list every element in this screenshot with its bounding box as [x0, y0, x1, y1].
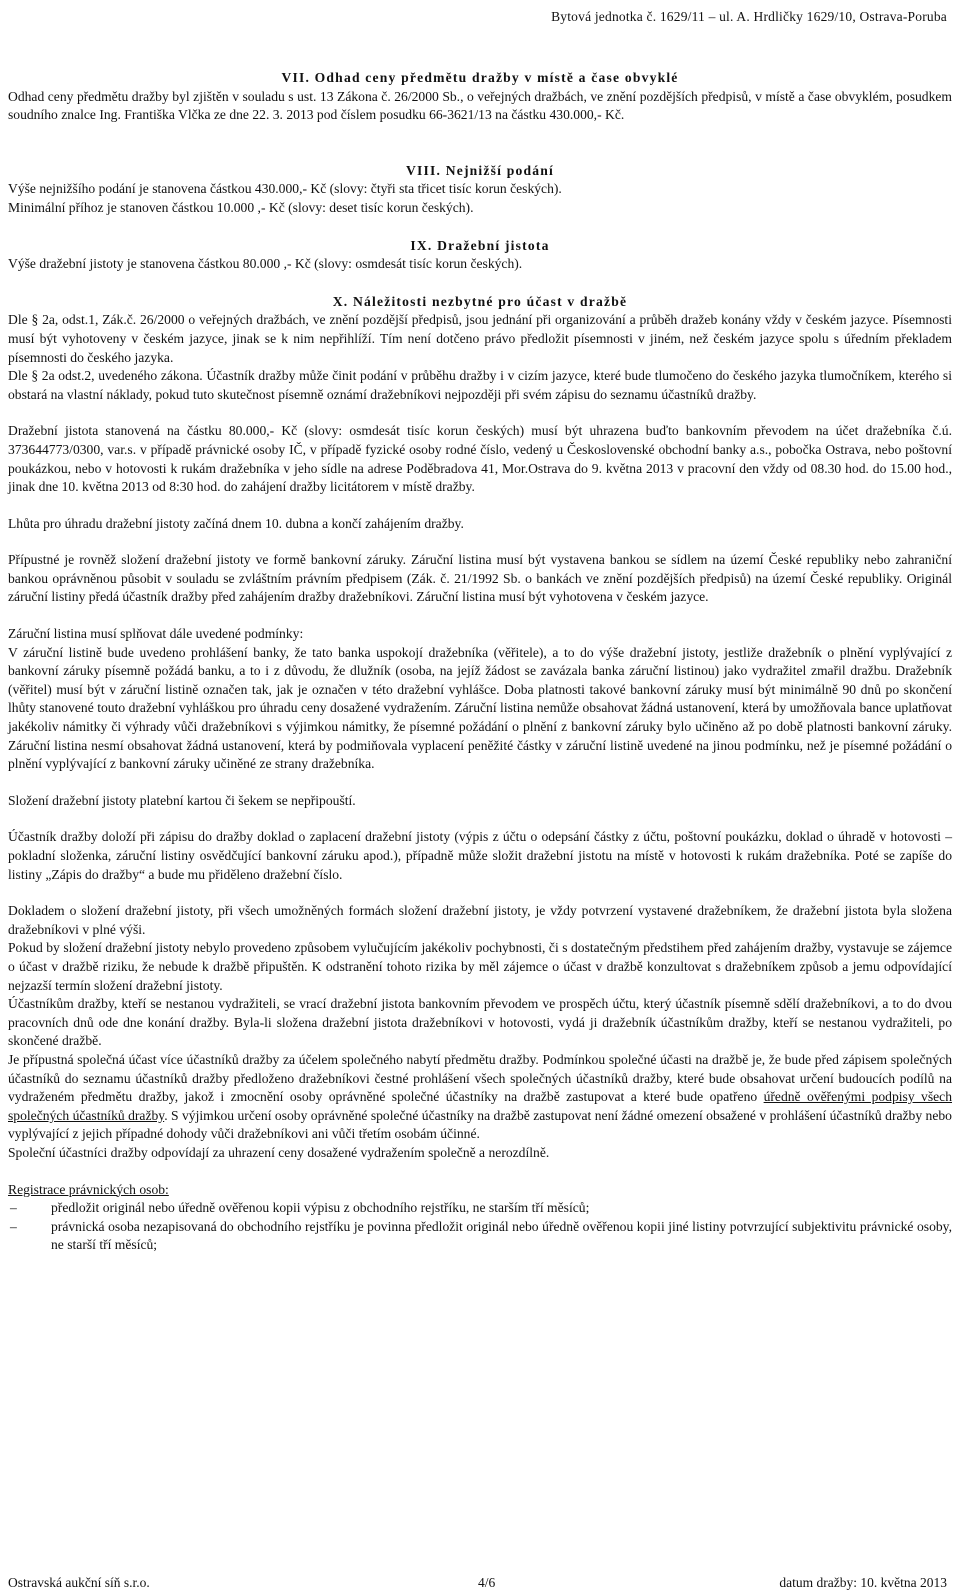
footer-company: Ostravská aukční síň s.r.o.	[8, 1575, 150, 1590]
registration-list	[8, 1199, 952, 1255]
section-x-guarantee-conditions-title: Záruční listina musí splňovat dále uvedené podmínky:	[8, 626, 304, 642]
section-ix-deposit: Výše dražební jistoty je stanovena částkou 80.000 ,- Kč (slovy: osmdesát tisíc korun českých).	[8, 256, 523, 272]
section-x-paragraph-deadline: Lhůta pro úhradu dražební jistoty začíná dnem 10. dubna a končí zahájením dražby.	[8, 515, 464, 531]
section-x-guarantee-conditions: V záruční listině bude uvedeno prohlášení banky, že tato banka uspokojí dražebníka (věřitele), a to do výše dražební jistoty, jestliže dražebník o plnění vyplývající z bankovní záruky písemně požádá banku, a to i z důvodu, že dlužník (osoba, na jejíž žádost se zavázala banka záruční listinou) jako vydražitel zmařil dražbu. Dražebník (věřitel) musí být v záruční listině označen tak, jak je označen v této dražební vyhlášce. Doba platnosti takové bankovní záruky musí být minimálně 90 dnů po skončení lhůty stanovené touto dražební vyhláškou pro úhradu ceny dosažené vydražením. Záruční listina nemůže obsahovat žádná ustanovení, která by umožňovala bance uplatňovat jakékoliv námitky či výhrady vůči dražebníkovi s výjimkou námitky, že písemné požádání o plnění z bankovní záruky bylo učiněno až po době platnosti bankovní záruky. Záruční listina nesmí obsahovat žádná ustanovení, která by podmiňovala vyplacení peněžité částky v záruční listině uvedené na jinou podmínku, než je písemné požádání o plnění vyplývající z bankovní záruky učiněné ze strany dražebníka.	[8, 644, 952, 772]
joint-text-start: Je přípustná společná účast více účastníků dražby za účelem společného nabytí předmětu dražby. Podmínkou společné účasti na dražbě je, že bude před zápisem společných účastníků do seznamu účastníků dražby předloženo dražebníkovi čestné prohlášení všech společných účastníků dražby, které bude obsahovat určení budoucích podílů na vydraženém předmětu dražby, jakož i zmocnění osoby oprávněné společné účastníky na dražbě zastupovat a které bude opatřeno	[8, 1051, 952, 1105]
section-x-paragraph-interpreter: Dle § 2a odst.2, uvedeného zákona. Účastník dražby může činit podání v průběhu dražby i v cizím jazyce, které bude tlumočeno do českého jazyka tlumočníkem, kterého si obstará na vlastní náklady, pokud tuto skutečnost písemně oznámí dražebníkovi nejpozději při svém zápisu do seznamu účastníků dražby.	[8, 368, 952, 402]
section-x-paragraph-payment: Dražební jistota stanovená na částku 80.000,- Kč (slovy: osmdesát tisíc korun českých) musí být uhrazena buďto bankovním převodem na účet dražebníka č.ú. 373644773/0300, var.s. v případě právnické osoby IČ, v případě fyzické osoby rodné číslo, vedený u Československé obchodní banky a.s., pobočka Ostrava, nebo poštovní poukázkou, nebo v hotovosti k rukám dražebníka v jeho sídle na adrese Poděbradova 41, Mor.Ostrava do 9. května 2013 v pracovní den vždy od 08.30 hod. do 15.00 hod., jinak dne 10. května 2013 od 8:30 hod. do zahájení dražby licitátorem v místě dražby.	[8, 423, 952, 495]
section-x-paragraph-joint-liability: Společní účastníci dražby odpovídají za uhrazení ceny dosažené vydražením společně a nerozdílně.	[8, 1144, 550, 1160]
section-x-paragraph-refund: Účastníkům dražby, kteří se nestanou vydražiteli, se vrací dražební jistota bankovním převodem ve prospěch účtu, který účastník písemně sdělí dražebníkovi, a to do dvou pracovních dnů ode dne konání dražby. Byla-li složena dražební jistota dražebníkovi v hotovosti, vydá ji dražebník účastníkům dražby, kteří se nestanou vydražiteli, po skončené dražbě.	[8, 996, 952, 1049]
section-viii-min-increment: Minimální příhoz je stanoven částkou 10.000 ,- Kč (slovy: deset tisíc korun českých).	[8, 199, 474, 215]
section-vii-text: Odhad ceny předmětu dražby byl zjištěn v souladu s ust. 13 Zákona č. 26/2000 Sb., o veřejných dražbách, ve znění pozdějších předpisů, v místě a čase obvyklém, posudkem soudního znalce Ing. Františka Vlčka ze dne 22. 3. 2013 pod číslem posudku 66-3621/13 na částku 430.000,- Kč.	[8, 88, 952, 123]
section-heading-viii: VIII. Nejnižší podání	[406, 162, 554, 178]
section-heading-vii: VII. Odhad ceny předmětu dražby v místě a čase obvyklé	[281, 70, 679, 85]
section-x-paragraph-confirmation: Dokladem o složení dražební jistoty, při všech umožněných formách složení dražební jistoty, je vždy potvrzení vystavené dražebníkem, že dražební jistota byla složena dražebníkovi v plné výši.	[8, 903, 952, 937]
list-item	[8, 1199, 952, 1218]
registration-title: Registrace právnických osob:	[8, 1181, 169, 1197]
joint-text-end: . S výjimkou určení osoby oprávněné společné účastníky na dražbě zastupovat není žádné omezení obsažené v prohlášení účastníků dražby nebo vyplývající z jejich případné dohody vůči dražebníkovi ani vůči třetím osobám účinné.	[8, 1107, 952, 1142]
dash-bullet: –	[10, 1200, 17, 1216]
section-x-paragraph-risk: Pokud by složení dražební jistoty nebylo provedeno způsobem vylučujícím jakékoliv pochybnosti, či s dostatečným předstihem před zahájením dražby, vystavuje se zájemce o účast v dražbě riziku, že nebude k dražbě připuštěn. K odstranění tohoto rizika by měl zájemce o účast v dražbě konzultovat s dražebníkem způsob a jemu odpovídající nejzazší termín složení dražební jistoty.	[8, 940, 952, 993]
section-x-paragraph-bank-guarantee: Přípustné je rovněž složení dražební jistoty ve formě bankovní záruky. Záruční listina musí být vystavena bankou se sídlem na území České republiky nebo zahraniční bankou oprávněnou působit v souladu se zvláštním právním předpisem (Zák. č. 21/1992 Sb. o bankách ve znění pozdějších předpisů) na území České republiky. Originál záruční listiny předá účastník dražby před zahájením dražby dražebníkovi. Záruční listina musí být vyhotovena v českém jazyce.	[8, 552, 952, 605]
list-item	[8, 1218, 952, 1255]
section-x-paragraph-card-check: Složení dražební jistoty platební kartou či šekem se nepřipouští.	[8, 792, 356, 808]
footer-page-number: 4/6	[478, 1575, 496, 1590]
section-x-paragraph-joint-participation	[8, 1051, 952, 1144]
document-body	[8, 69, 952, 1255]
list-item-text: předložit originál nebo úředně ověřenou kopii výpisu z obchodního rejstříku, ne starším tří měsíců;	[51, 1200, 590, 1216]
section-x-paragraph-proof: Účastník dražby doloží při zápisu do dražby doklad o zaplacení dražební jistoty (výpis z účtu o odepsání částky z účtu, poštovní poukázku, doklad o úhradě v hotovosti – pokladní složenka, záruční listiny osvědčující bankovní záruku apod.), případně může složit dražební jistotu na místě v hotovosti k rukám dražebníka. Poté se zapíše do listiny „Zápis do dražby“ a bude mu přiděleno dražební číslo.	[8, 829, 952, 882]
section-heading-x: X. Náležitosti nezbytné pro účast v dražbě	[332, 293, 628, 309]
dash-bullet: –	[10, 1218, 17, 1234]
joint-text-underlined: úředně ověřenými podpisy všech společných účastníků dražby	[8, 1089, 952, 1123]
page-header: Bytová jednotka č. 1629/11 – ul. A. Hrdličky 1629/10, Ostrava-Poruba	[551, 9, 947, 24]
section-x-paragraph-language: Dle § 2a, odst.1, Zák.č. 26/2000 o veřejných dražbách, ve znění pozdější předpisů, jsou jednání při organizování a průběh dražeb konány vždy v českém jazyce. Písemnosti musí být vyhotoveny v českém jazyce, jinak se k nim nepřihlíží. Tím není dotčeno právo předložit písemnosti v jiném, než českém jazyce spolu s úředním překladem písemnosti do českého jazyka.	[8, 312, 952, 365]
footer-auction-date: datum dražby: 10. května 2013	[779, 1575, 947, 1590]
list-item-text: právnická osoba nezapisovaná do obchodního rejstříku je povinna předložit originál nebo úředně ověřenou kopii jiné listiny potvrzující subjektivitu právnické osoby, ne starší tří měsíců;	[51, 1218, 952, 1253]
section-viii-min-bid: Výše nejnižšího podání je stanovena částkou 430.000,- Kč (slovy: čtyři sta třicet tisíc korun českých).	[8, 181, 562, 197]
section-heading-ix: IX. Dražební jistota	[410, 237, 550, 253]
